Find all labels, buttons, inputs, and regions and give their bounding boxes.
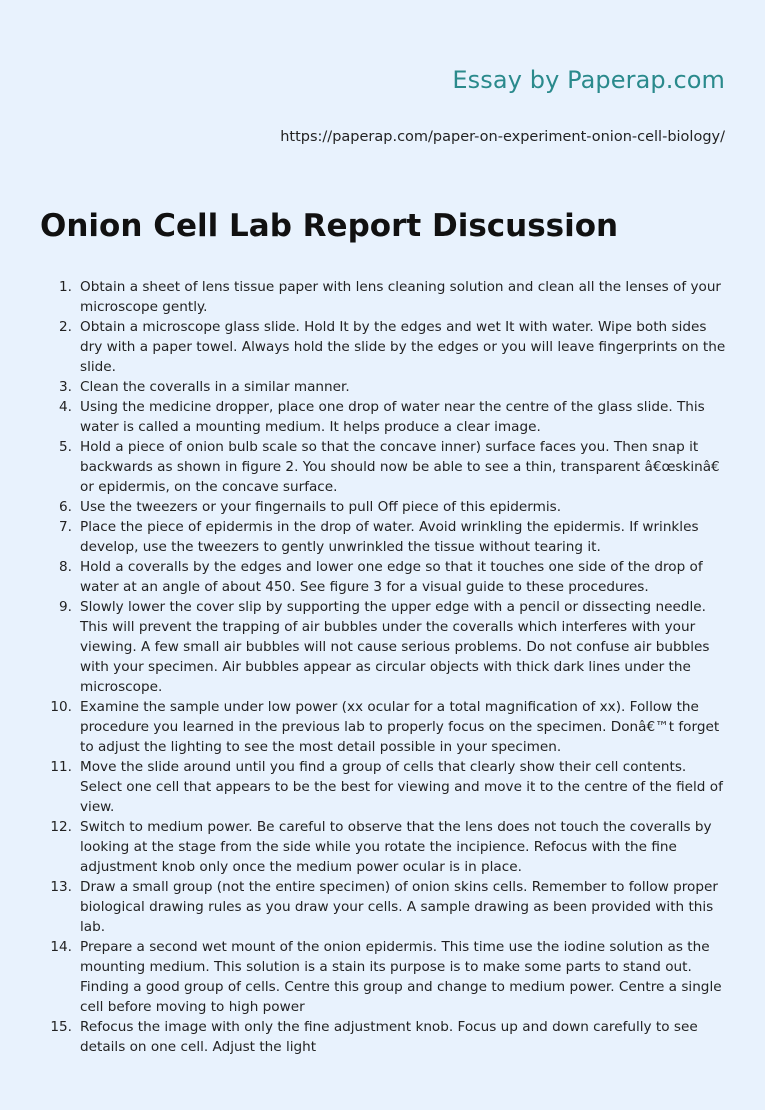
list-item-number: 15. [50, 1019, 72, 1035]
list-item [50, 937, 728, 1017]
list-item [59, 497, 728, 517]
list-item-number: 3. [59, 379, 72, 395]
list-item-text: Draw a small group (not the entire specimen) of onion skins cells. Remember to follow proper biological drawing rules as you draw your cells. A sample drawing as been provided with this lab. [80, 879, 718, 935]
list-item [59, 597, 728, 697]
list-item-number: 4. [59, 399, 72, 415]
list-item [50, 1017, 728, 1057]
list-item-text: Hold a piece of onion bulb scale so that the concave inner) surface faces you. Then snap it backwards as shown in figure 2. You should now be able to see a thin, transparent â€œskinâ€ or epidermis, on the concave surface. [80, 439, 720, 495]
list-item [50, 697, 728, 757]
list-item [50, 757, 728, 817]
list-item [59, 437, 728, 497]
list-item [59, 377, 728, 397]
list-item [59, 277, 728, 317]
list-item [59, 317, 728, 377]
list-item-number: 11. [50, 759, 72, 775]
list-item-text: Switch to medium power. Be careful to observe that the lens does not touch the coveralls by looking at the stage from the side while you rotate the incipience. Refocus with the fine adjustment knob only once the medium power ocular is in place. [80, 819, 712, 875]
procedure-list [50, 277, 728, 1057]
list-item-number: 5. [59, 439, 72, 455]
list-item-text: Hold a coveralls by the edges and lower one edge so that it touches one side of the drop of water at an angle of about 450. See figure 3 for a visual guide to these procedures. [80, 559, 703, 595]
list-item [59, 397, 728, 437]
list-item-number: 7. [59, 519, 72, 535]
list-item-number: 8. [59, 559, 72, 575]
list-item-text: Slowly lower the cover slip by supporting the upper edge with a pencil or dissecting needle. This will prevent the trapping of air bubbles under the coveralls which interferes with your viewing. A few small air bubbles will not cause serious problems. Do not confuse air bubbles with your specimen. Air bubbles appear as circular objects with thick dark lines under the microscope. [80, 599, 710, 695]
list-item-text: Use the tweezers or your fingernails to pull Off piece of this epidermis. [80, 499, 562, 515]
list-item-text: Obtain a microscope glass slide. Hold It by the edges and wet It with water. Wipe both sides dry with a paper towel. Always hold the slide by the edges or you will leave fingerprints on the slide. [80, 319, 726, 375]
list-item-number: 1. [59, 279, 72, 295]
list-item-number: 12. [50, 819, 72, 835]
brand-link[interactable]: Essay by Paperap.com [452, 66, 725, 94]
list-item-number: 6. [59, 499, 72, 515]
list-item-text: Examine the sample under low power (xx ocular for a total magnification of xx). Follow the procedure you learned in the previous lab to properly focus on the specimen. Donâ€™t forget to adjust the lighting to see the most detail possible in your specimen. [80, 699, 720, 755]
list-item [50, 877, 728, 937]
list-item-text: Place the piece of epidermis in the drop of water. Avoid wrinkling the epidermis. If wrinkles develop, use the tweezers to gently unwrinkled the tissue without tearing it. [80, 519, 699, 555]
list-item-text: Using the medicine dropper, place one drop of water near the centre of the glass slide. This water is called a mounting medium. It helps produce a clear image. [80, 399, 705, 435]
list-item-number: 9. [59, 599, 72, 615]
list-item-number: 10. [50, 699, 72, 715]
list-item-text: Obtain a sheet of lens tissue paper with lens cleaning solution and clean all the lenses of your microscope gently. [80, 279, 722, 315]
list-item-text: Move the slide around until you find a group of cells that clearly show their cell contents. Select one cell that appears to be the best for viewing and move it to the centre of the field of view. [80, 759, 723, 815]
list-item [59, 557, 728, 597]
page-title: Onion Cell Lab Report Discussion [40, 208, 619, 244]
list-item-number: 14. [50, 939, 72, 955]
list-item-number: 13. [50, 879, 72, 895]
list-item-text: Clean the coveralls in a similar manner. [80, 379, 350, 395]
list-item-text: Prepare a second wet mount of the onion epidermis. This time use the iodine solution as the mounting medium. This solution is a stain its purpose is to make some parts to stand out. Finding a good group of cells. Centre this group and change to medium power. Centre a single cell before moving to high power [80, 939, 722, 1015]
list-item-number: 2. [59, 319, 72, 335]
list-item-text: Refocus the image with only the fine adjustment knob. Focus up and down carefully to see details on one cell. Adjust the light [80, 1019, 698, 1055]
list-item [59, 517, 728, 557]
source-url[interactable]: https://paperap.com/paper-on-experiment-onion-cell-biology/ [280, 129, 725, 145]
list-item [50, 817, 728, 877]
